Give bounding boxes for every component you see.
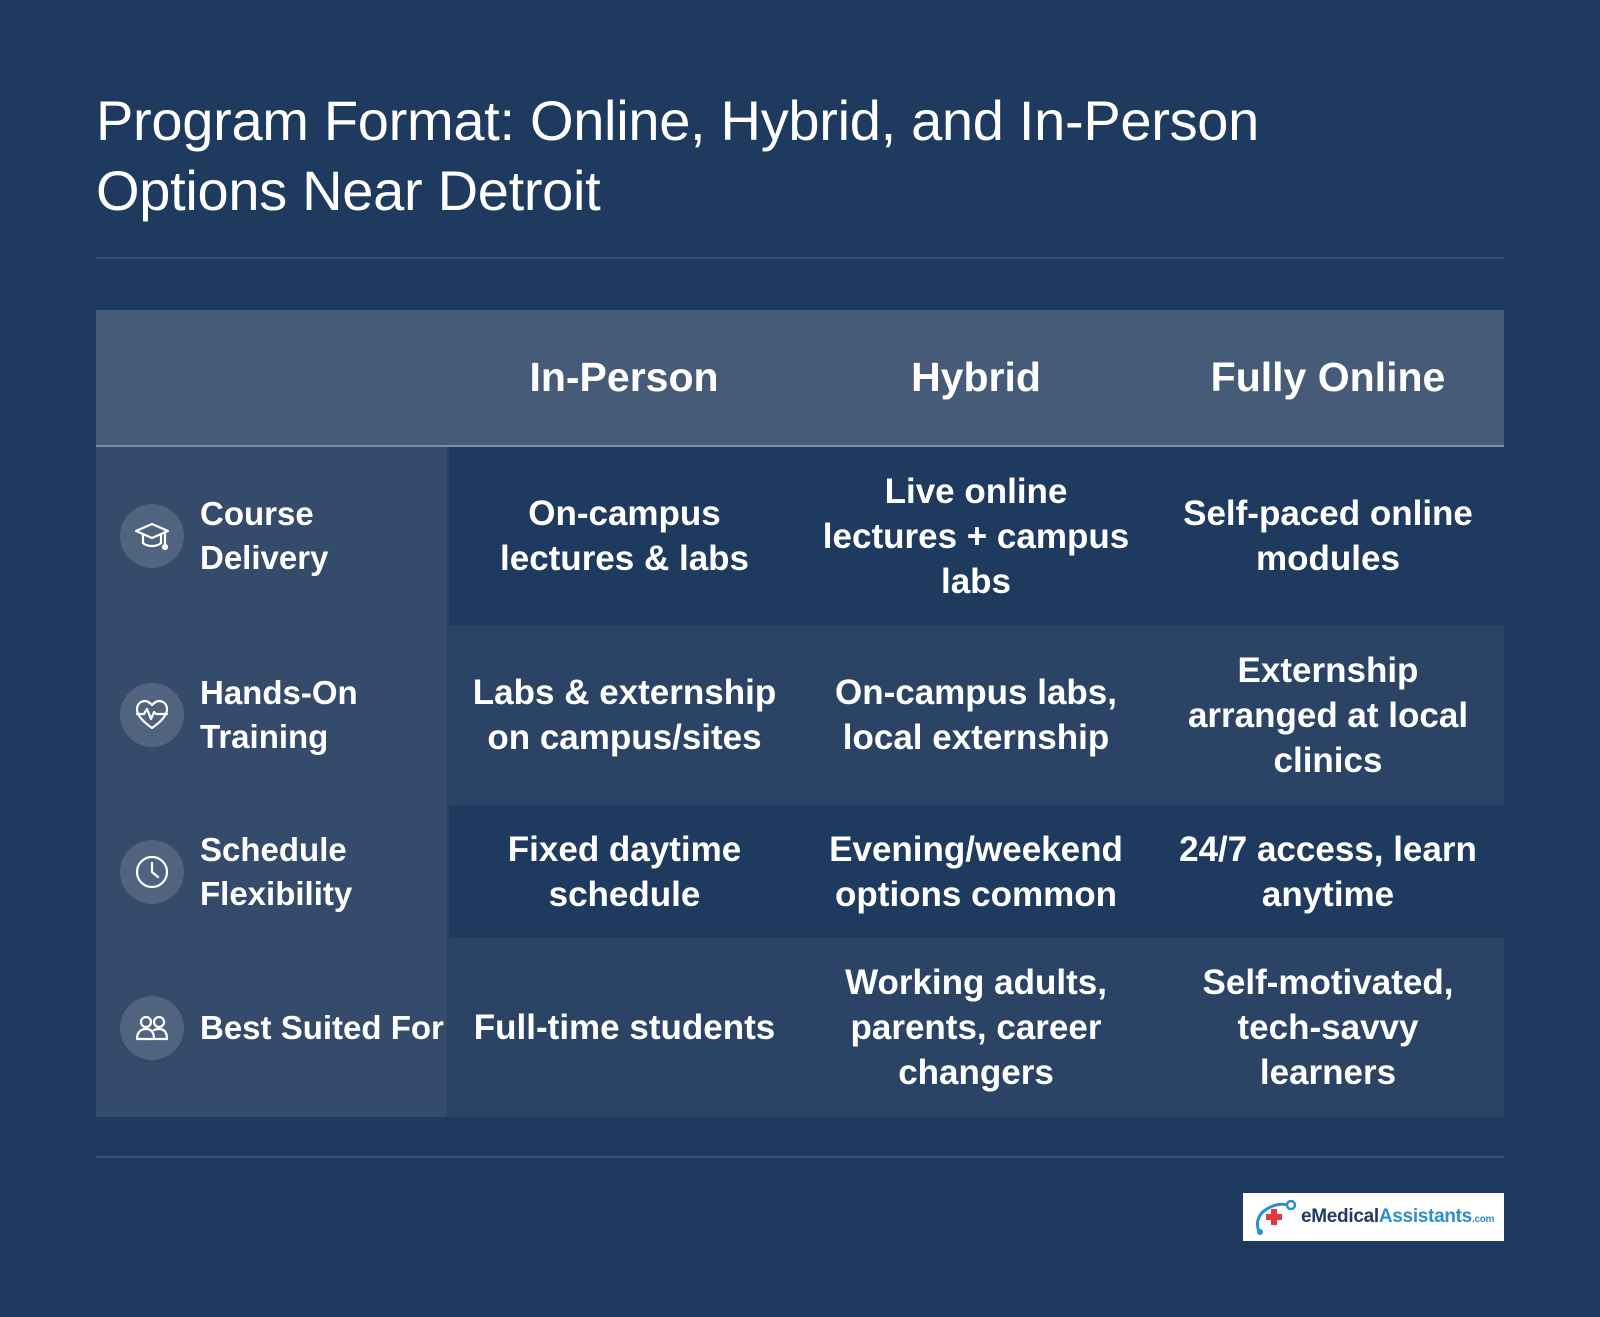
table-cell: Self-paced online modules bbox=[1152, 446, 1504, 625]
column-header-in-person: In-Person bbox=[448, 310, 800, 446]
table-row bbox=[96, 625, 1504, 805]
table-cell: Externship arranged at local clinics bbox=[1152, 625, 1504, 805]
column-header-fully-online: Fully Online bbox=[1152, 310, 1504, 446]
logo-wordmark: eMedicalAssistants.com bbox=[1301, 1206, 1495, 1227]
row-label-best-suited-for bbox=[96, 938, 448, 1117]
table-cell: On-campus lectures & labs bbox=[448, 446, 800, 625]
graduation-cap-icon bbox=[120, 504, 184, 568]
row-label-schedule-flexibility bbox=[96, 805, 448, 938]
row-label-hands-on-training bbox=[96, 625, 448, 805]
table-row bbox=[96, 446, 1504, 625]
header-empty-cell bbox=[96, 310, 448, 446]
row-label-text: Best Suited For bbox=[200, 1008, 444, 1046]
row-label-text: Hands-On Training bbox=[200, 674, 358, 755]
comparison-table bbox=[96, 310, 1504, 1117]
footer-divider bbox=[96, 1156, 1504, 1158]
table-cell: Self-motivated, tech-savvy learners bbox=[1152, 938, 1504, 1117]
table-cell: Live online lectures + campus labs bbox=[800, 446, 1152, 625]
table-cell: On-campus labs, local externship bbox=[800, 625, 1152, 805]
table-cell: Fixed daytime schedule bbox=[448, 805, 800, 938]
table-header-row bbox=[96, 310, 1504, 446]
table-cell: Labs & externship on campus/sites bbox=[448, 625, 800, 805]
clock-icon bbox=[120, 840, 184, 904]
row-label-text: Schedule Flexibility bbox=[200, 830, 353, 912]
title-divider bbox=[96, 257, 1504, 259]
column-header-hybrid: Hybrid bbox=[800, 310, 1152, 446]
table-row bbox=[96, 805, 1504, 938]
table-cell: Working adults, parents, career changers bbox=[800, 938, 1152, 1117]
medical-cross-logo-icon bbox=[1253, 1197, 1299, 1237]
table-cell: Evening/weekend options common bbox=[800, 805, 1152, 938]
emedical-assistants-logo bbox=[1243, 1193, 1504, 1241]
table-cell: Full-time students bbox=[448, 938, 800, 1117]
row-label-course-delivery bbox=[96, 446, 448, 625]
table-cell: 24/7 access, learn anytime bbox=[1152, 805, 1504, 938]
row-label-text: Course Delivery bbox=[200, 495, 329, 576]
table-row bbox=[96, 938, 1504, 1117]
heart-pulse-icon bbox=[120, 683, 184, 747]
users-icon bbox=[120, 996, 184, 1060]
page-title: Program Format: Online, Hybrid, and In-Person Options Near Detroit bbox=[96, 89, 1259, 222]
